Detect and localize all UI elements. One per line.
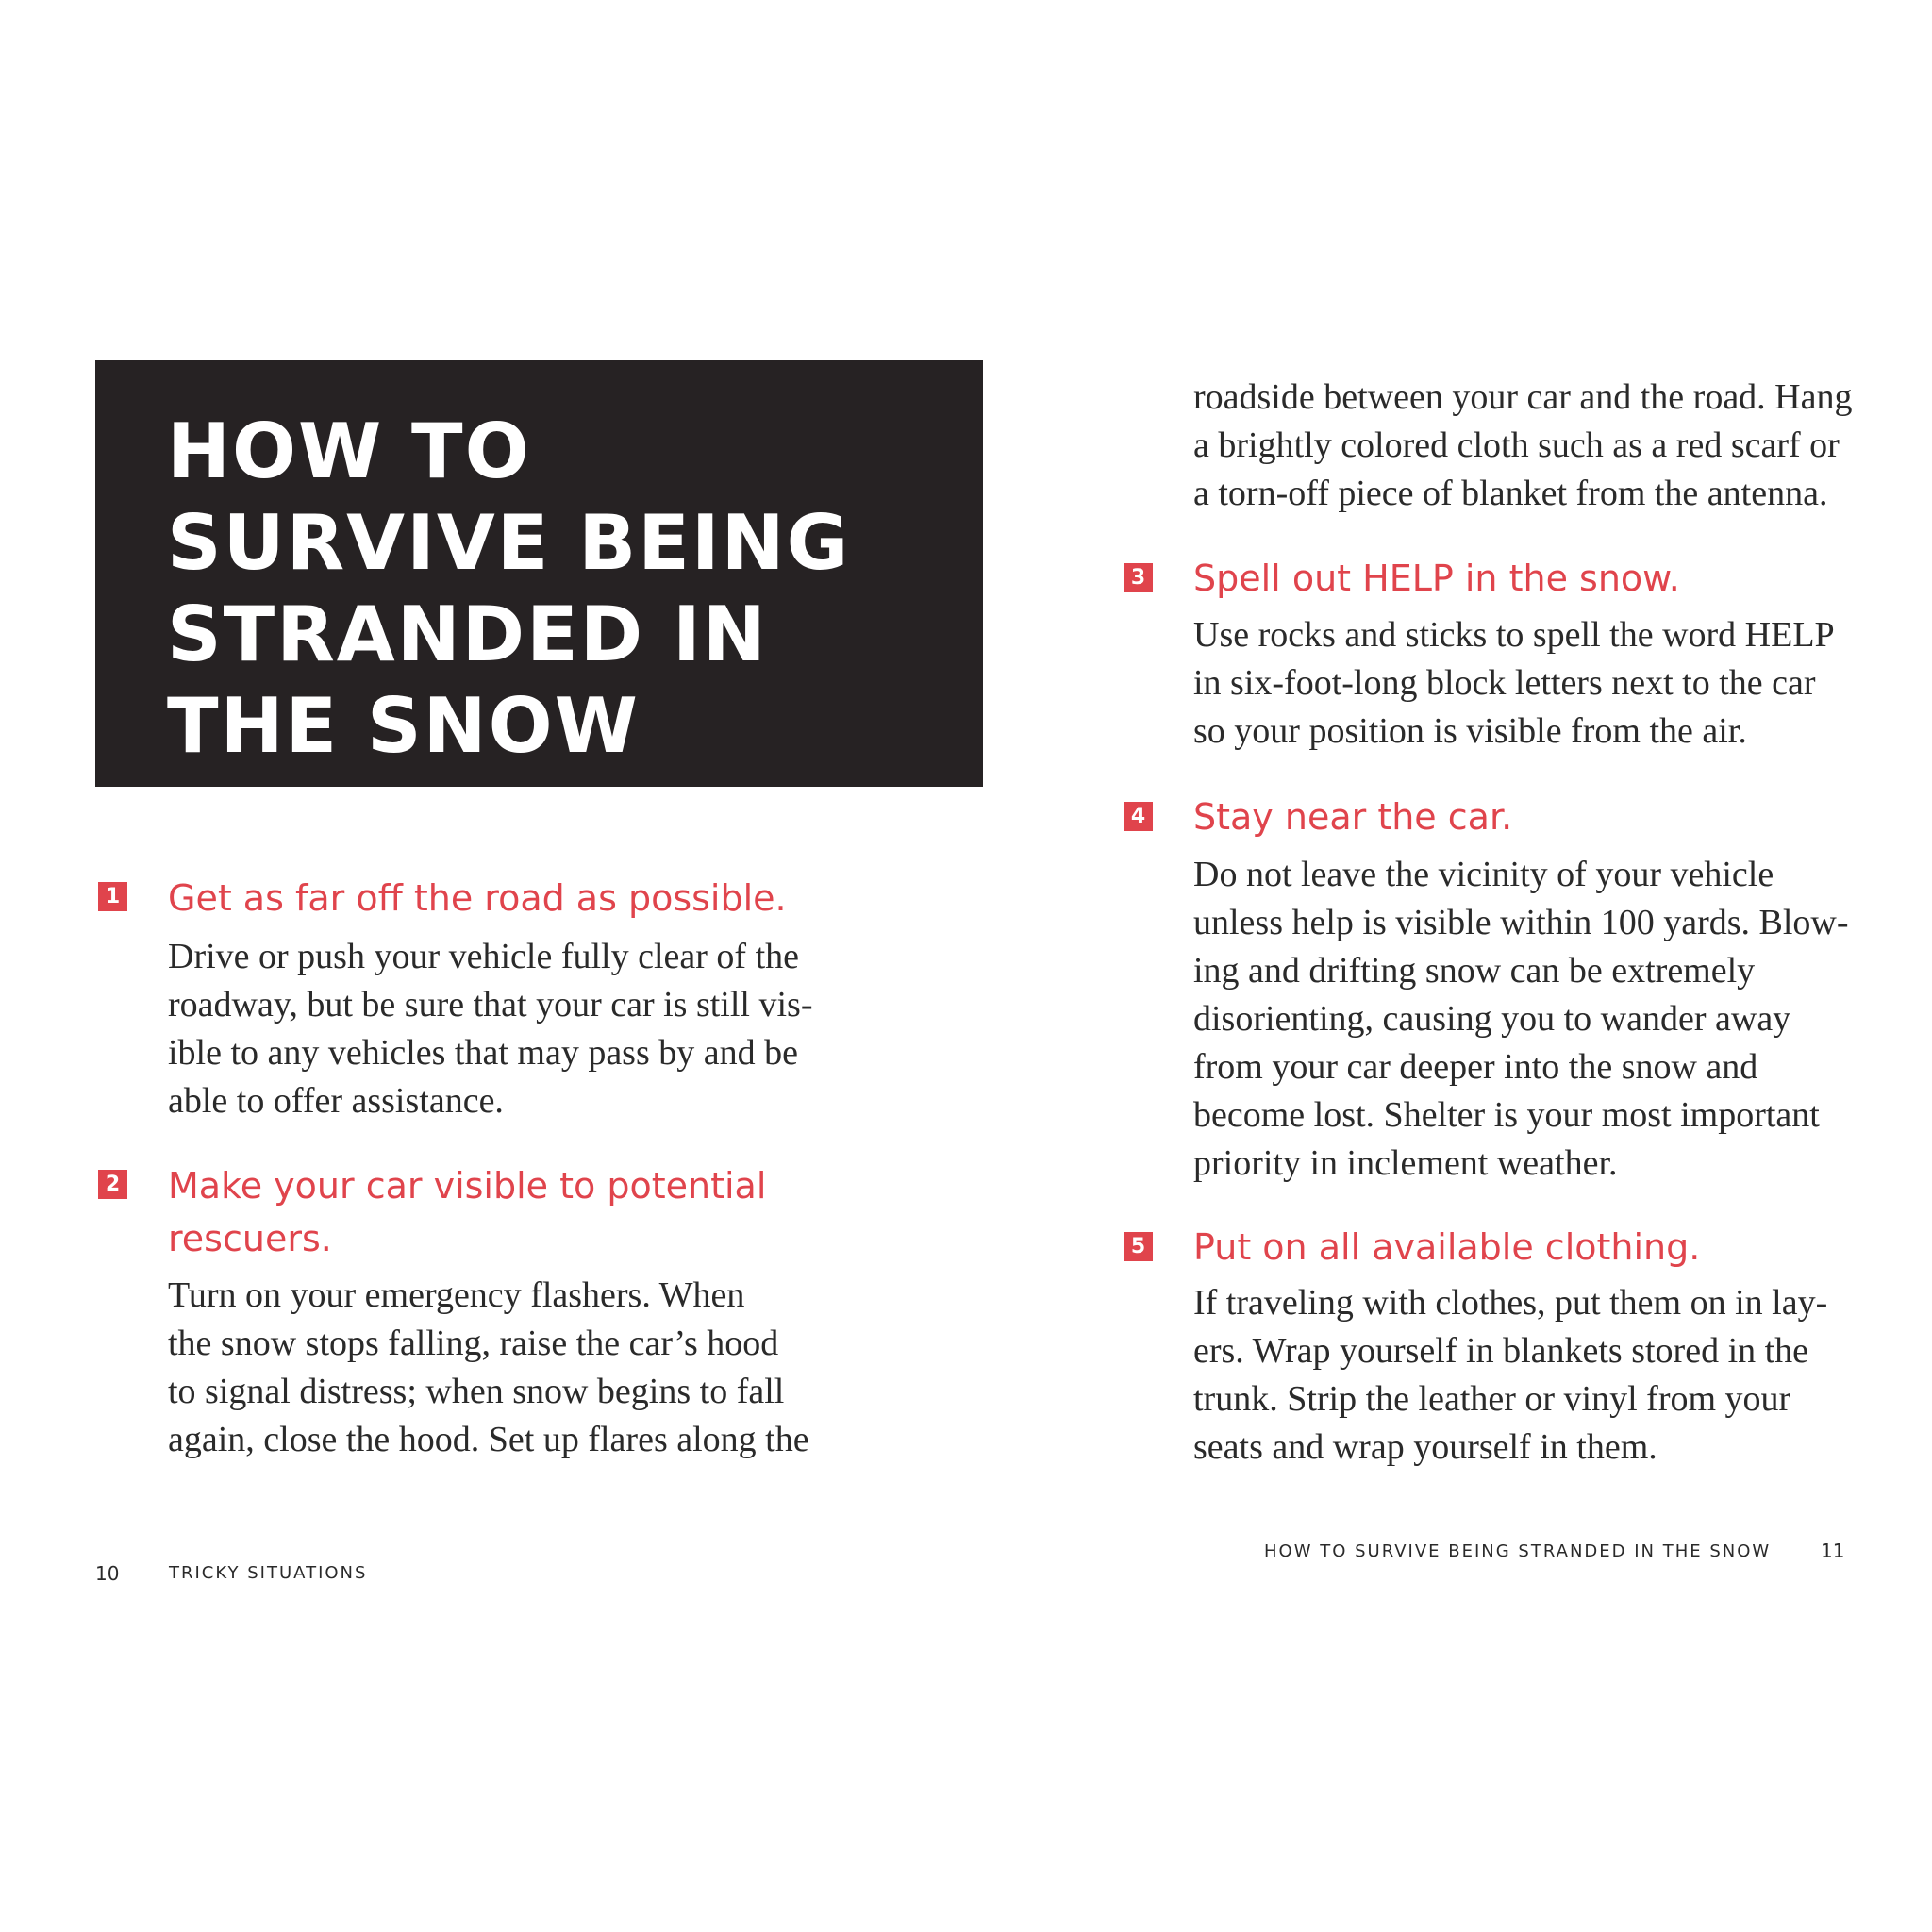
- text-line: the snow stops falling, raise the car’s hood: [168, 1324, 779, 1363]
- text-line: able to offer assistance.: [168, 1081, 504, 1121]
- step-number-badge: 4: [1124, 802, 1153, 831]
- step-text: [168, 933, 812, 1125]
- text-line: trunk. Strip the leather or vinyl from your: [1193, 1379, 1791, 1419]
- left-running-head: TRICKY SITUATIONS: [169, 1563, 368, 1583]
- step-heading: Spell out HELP in the snow.: [1193, 558, 1680, 599]
- title-line: HOW TO: [167, 408, 531, 495]
- text-line: Drive or push your vehicle fully clear of the: [168, 937, 799, 976]
- heading-line: Make your car visible to potential: [168, 1165, 767, 1207]
- step-heading: [168, 1159, 766, 1265]
- text-line: roadway, but be sure that your car is still vis-: [168, 985, 813, 1024]
- text-line: Do not leave the vicinity of your vehicle: [1193, 855, 1774, 894]
- step-number-badge: 3: [1124, 563, 1153, 592]
- heading-line: rescuers.: [168, 1218, 332, 1259]
- step-text: [168, 1272, 809, 1464]
- step-number-badge: 2: [98, 1170, 127, 1199]
- title-line: STRANDED IN: [167, 591, 768, 678]
- step-text-continued: [1193, 374, 1853, 518]
- text-line: so your position is visible from the air.: [1193, 711, 1747, 751]
- text-line: disorienting, causing you to wander away: [1193, 999, 1791, 1039]
- page-title: [167, 406, 950, 772]
- step-heading: Get as far off the road as possible.: [168, 877, 787, 919]
- text-line: unless help is visible within 100 yards. Blow-: [1193, 903, 1849, 942]
- step-text: [1193, 1279, 1827, 1472]
- step-text: [1193, 611, 1835, 756]
- text-line: If traveling with clothes, put them on in lay-: [1193, 1283, 1828, 1323]
- text-line: a brightly colored cloth such as a red scarf or: [1193, 425, 1840, 465]
- text-line: Use rocks and sticks to spell the word HELP: [1193, 615, 1835, 655]
- text-line: ers. Wrap yourself in blankets stored in the: [1193, 1331, 1809, 1371]
- right-running-head: HOW TO SURVIVE BEING STRANDED IN THE SNOW: [1264, 1541, 1772, 1561]
- title-line: THE SNOW: [167, 682, 640, 770]
- text-line: to signal distress; when snow begins to fall: [168, 1372, 785, 1411]
- step-heading: Put on all available clothing.: [1193, 1226, 1701, 1268]
- text-line: ible to any vehicles that may pass by and be: [168, 1033, 798, 1073]
- text-line: from your car deeper into the snow and: [1193, 1047, 1758, 1087]
- step-heading: Stay near the car.: [1193, 796, 1513, 838]
- text-line: seats and wrap yourself in them.: [1193, 1427, 1657, 1467]
- step-number-badge: 5: [1124, 1232, 1153, 1261]
- text-line: again, close the hood. Set up flares along the: [168, 1420, 809, 1459]
- text-line: in six-foot-long block letters next to the car: [1193, 663, 1816, 703]
- title-line: SURVIVE BEING: [167, 499, 851, 587]
- text-line: a torn-off piece of blanket from the antenna.: [1193, 474, 1828, 513]
- text-line: priority in inclement weather.: [1193, 1143, 1618, 1183]
- right-page-number: 11: [1821, 1540, 1845, 1562]
- text-line: ing and drifting snow can be extremely: [1193, 951, 1756, 991]
- text-line: roadside between your car and the road. Hang: [1193, 377, 1853, 417]
- step-text: [1193, 851, 1849, 1188]
- step-number-badge: 1: [98, 882, 127, 911]
- text-line: become lost. Shelter is your most important: [1193, 1095, 1820, 1135]
- left-page-number: 10: [95, 1562, 120, 1585]
- text-line: Turn on your emergency flashers. When: [168, 1275, 745, 1315]
